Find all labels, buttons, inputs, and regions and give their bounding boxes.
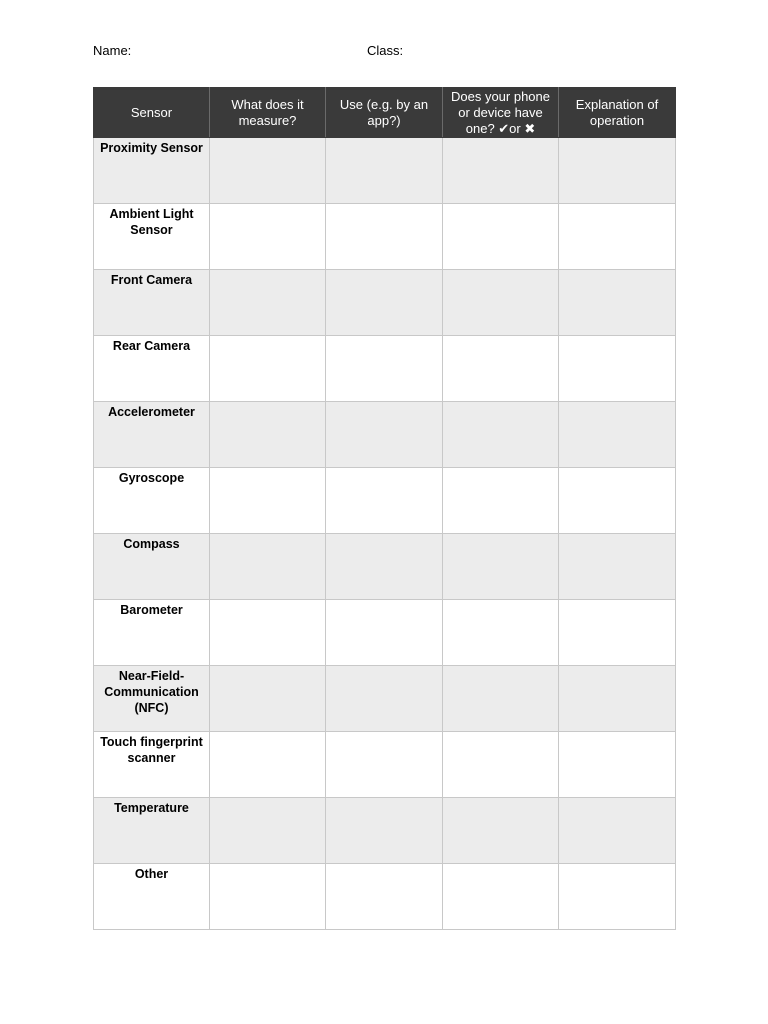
use-cell[interactable] [326,270,443,336]
what-measure-cell[interactable] [210,402,326,468]
device-has-one-cell[interactable] [443,600,559,666]
what-measure-cell[interactable] [210,864,326,930]
table-row [94,270,676,336]
device-has-one-cell[interactable] [443,336,559,402]
explanation-cell[interactable] [559,336,676,402]
device-has-one-cell[interactable] [443,534,559,600]
column-header-explanation: Explanation of operation [559,88,676,138]
use-cell[interactable] [326,666,443,732]
sensor-name-cell: Ambient Light Sensor [94,204,210,270]
column-header-sensor: Sensor [94,88,210,138]
device-has-one-cell[interactable] [443,402,559,468]
table-row [94,600,676,666]
device-has-one-cell[interactable] [443,468,559,534]
explanation-cell[interactable] [559,864,676,930]
use-cell[interactable] [326,336,443,402]
what-measure-cell[interactable] [210,798,326,864]
use-cell[interactable] [326,732,443,798]
explanation-cell[interactable] [559,468,676,534]
column-header-what-measure: What does it measure? [210,88,326,138]
table-row [94,798,676,864]
column-header-device-has-one: Does your phone or device have one? ✔or ✖ [443,88,559,138]
table-row [94,666,676,732]
use-cell[interactable] [326,864,443,930]
use-cell[interactable] [326,204,443,270]
what-measure-cell[interactable] [210,468,326,534]
sensor-name-cell: Rear Camera [94,336,210,402]
sensor-name-cell: Barometer [94,600,210,666]
sensor-name-cell: Gyroscope [94,468,210,534]
sensor-name-cell: Front Camera [94,270,210,336]
use-cell[interactable] [326,798,443,864]
device-has-one-cell[interactable] [443,270,559,336]
explanation-cell[interactable] [559,138,676,204]
table-row [94,864,676,930]
use-cell[interactable] [326,468,443,534]
class-label: Class: [367,43,404,58]
table-header-row [94,88,676,138]
device-has-one-cell[interactable] [443,138,559,204]
what-measure-cell[interactable] [210,666,326,732]
sensor-name-cell: Temperature [94,798,210,864]
explanation-cell[interactable] [559,798,676,864]
device-has-one-cell[interactable] [443,864,559,930]
sensor-table [93,87,676,930]
table-row [94,468,676,534]
explanation-cell[interactable] [559,204,676,270]
what-measure-cell[interactable] [210,138,326,204]
use-cell[interactable] [326,402,443,468]
use-cell[interactable] [326,138,443,204]
table-row [94,402,676,468]
sensor-name-cell: Compass [94,534,210,600]
device-has-one-cell[interactable] [443,666,559,732]
explanation-cell[interactable] [559,666,676,732]
explanation-cell[interactable] [559,534,676,600]
table-row [94,138,676,204]
device-has-one-cell[interactable] [443,204,559,270]
sensor-name-cell: Proximity Sensor [94,138,210,204]
name-label: Name: [93,43,132,58]
use-cell[interactable] [326,534,443,600]
sensor-name-cell: Touch fingerprint scanner [94,732,210,798]
sensor-name-cell: Other [94,864,210,930]
explanation-cell[interactable] [559,270,676,336]
table-row [94,534,676,600]
table-body [94,138,676,930]
what-measure-cell[interactable] [210,336,326,402]
table-row [94,204,676,270]
column-header-use: Use (e.g. by an app?) [326,88,443,138]
use-cell[interactable] [326,600,443,666]
table-row [94,732,676,798]
what-measure-cell[interactable] [210,732,326,798]
device-has-one-cell[interactable] [443,798,559,864]
what-measure-cell[interactable] [210,270,326,336]
device-has-one-cell[interactable] [443,732,559,798]
table-row [94,336,676,402]
what-measure-cell[interactable] [210,204,326,270]
explanation-cell[interactable] [559,600,676,666]
sensor-name-cell: Near-Field-Communication (NFC) [94,666,210,732]
what-measure-cell[interactable] [210,600,326,666]
explanation-cell[interactable] [559,402,676,468]
what-measure-cell[interactable] [210,534,326,600]
explanation-cell[interactable] [559,732,676,798]
sensor-name-cell: Accelerometer [94,402,210,468]
